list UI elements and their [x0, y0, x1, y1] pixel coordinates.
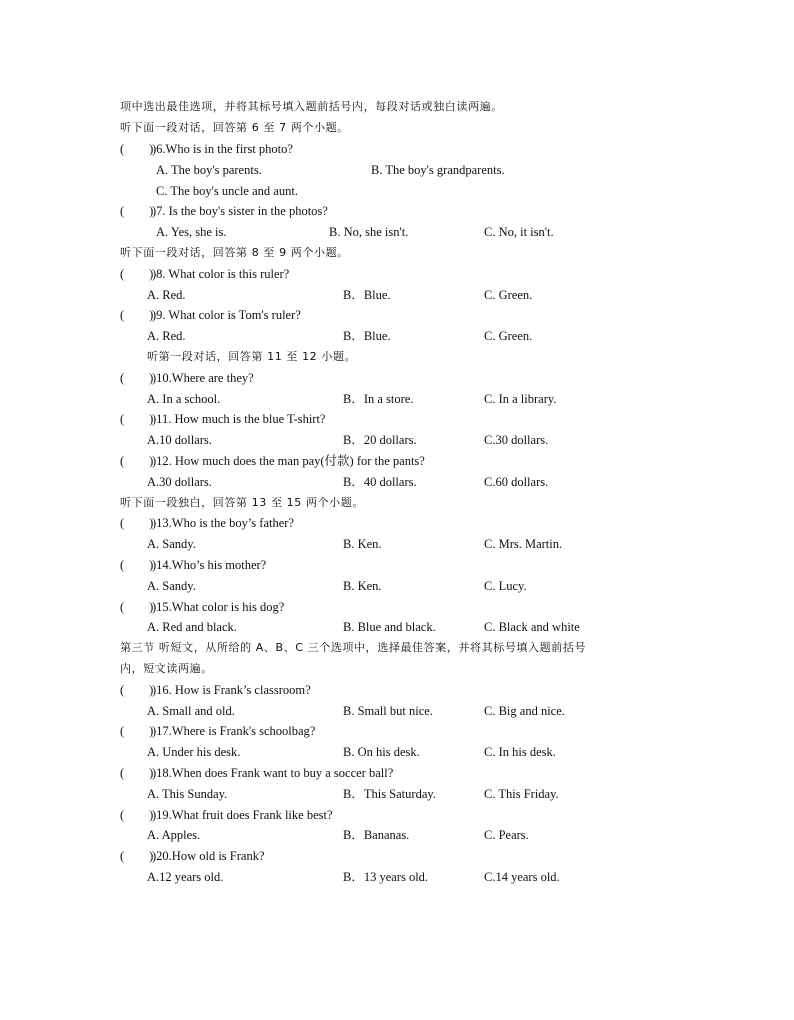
section3-heading-text: 第三节 听短文，从所给的 A、B、C 三个选项中，选择最佳答案，并将其标号填入题前括号 — [120, 641, 587, 654]
option-a: A. Red. — [147, 288, 186, 302]
section-heading-8-9 — [0, 243, 794, 263]
option-b: B．40 dollars. — [343, 475, 417, 489]
answer-bracket[interactable]: ( ) — [120, 849, 154, 863]
question-12-options — [0, 472, 794, 492]
answer-bracket[interactable]: ( ) — [120, 558, 154, 572]
question-stem: )6.Who is in the first photo? — [152, 142, 293, 156]
question-15-options — [0, 617, 794, 637]
option-b: B. On his desk. — [343, 745, 420, 759]
question-stem: )18.When does Frank want to buy a soccer ball? — [152, 766, 394, 780]
question-stem: )12. How much does the man pay(付款) for the pants? — [152, 454, 425, 468]
question-stem: )13.Who is the boy’s father? — [152, 516, 294, 530]
answer-bracket[interactable]: ( ) — [120, 724, 154, 738]
question-15 — [0, 597, 794, 617]
answer-bracket[interactable]: ( ) — [120, 142, 154, 156]
answer-bracket[interactable]: ( ) — [120, 600, 154, 614]
option-c: C. Pears. — [484, 828, 529, 842]
option-b: B. Ken. — [343, 579, 382, 593]
question-18-options — [0, 784, 794, 804]
option-a: A. Sandy. — [147, 537, 196, 551]
section-heading-13-15 — [0, 493, 794, 513]
option-c: C.30 dollars. — [484, 433, 549, 447]
option-c: C. Big and nice. — [484, 704, 565, 718]
answer-bracket[interactable]: ( ) — [120, 454, 154, 468]
question-stem: )19.What fruit does Frank like best? — [152, 808, 333, 822]
option-b: B. No, she isn't. — [329, 225, 409, 239]
question-10-options — [0, 389, 794, 409]
question-11-options — [0, 430, 794, 450]
option-b: B．Blue. — [343, 288, 391, 302]
option-c: C. Black and white — [484, 620, 580, 634]
option-c: C. Lucy. — [484, 579, 527, 593]
option-a: A. Apples. — [147, 828, 201, 842]
question-stem: )7. Is the boy's sister in the photos? — [152, 204, 328, 218]
option-c: C. This Friday. — [484, 787, 559, 801]
question-17-options — [0, 742, 794, 762]
option-b: B．13 years old. — [343, 870, 429, 884]
answer-bracket[interactable]: ( ) — [120, 308, 154, 322]
option-b: B. Ken. — [343, 537, 382, 551]
option-a: A. Sandy. — [147, 579, 196, 593]
question-stem: )17.Where is Frank's schoolbag? — [152, 724, 316, 738]
answer-bracket[interactable]: ( ) — [120, 371, 154, 385]
answer-bracket[interactable]: ( ) — [120, 412, 154, 426]
answer-bracket[interactable]: ( ) — [120, 204, 154, 218]
option-a: A.12 years old. — [147, 870, 224, 884]
question-11 — [0, 409, 794, 429]
question-6-options-row1 — [0, 160, 794, 180]
answer-bracket[interactable]: ( ) — [120, 766, 154, 780]
option-a: A. The boy's parents. — [156, 163, 262, 177]
section-heading-6-7 — [0, 118, 794, 138]
question-16 — [0, 680, 794, 700]
section3-heading-line2 — [0, 659, 794, 679]
question-16-options — [0, 701, 794, 721]
question-stem: )11. How much is the blue T-shirt? — [152, 412, 326, 426]
option-c: C.60 dollars. — [484, 475, 549, 489]
instruction-line — [0, 97, 794, 117]
question-7-options — [0, 222, 794, 242]
question-stem: )14.Who’s his mother? — [152, 558, 267, 572]
option-b: B. Small but nice. — [343, 704, 433, 718]
option-c: C. Mrs. Martin. — [484, 537, 563, 551]
option-b: B．Blue. — [343, 329, 391, 343]
question-19 — [0, 805, 794, 825]
option-c: C. In his desk. — [484, 745, 556, 759]
instruction-text: 项中选出最佳选项，并将其标号填入题前括号内，每段对话或独白读两遍。 — [120, 100, 503, 113]
question-6-options-row2 — [0, 181, 794, 201]
answer-bracket[interactable]: ( ) — [120, 267, 154, 281]
answer-bracket[interactable]: ( ) — [120, 683, 154, 697]
answer-bracket[interactable]: ( ) — [120, 516, 154, 530]
question-14 — [0, 555, 794, 575]
question-19-options — [0, 825, 794, 845]
option-a: A. This Sunday. — [147, 787, 228, 801]
question-10 — [0, 368, 794, 388]
question-6 — [0, 139, 794, 159]
option-b: B．In a store. — [343, 392, 414, 406]
question-stem: )9. What color is Tom's ruler? — [152, 308, 301, 322]
option-c: C. In a library. — [484, 392, 557, 406]
question-stem: )20.How old is Frank? — [152, 849, 265, 863]
option-a: A.10 dollars. — [147, 433, 212, 447]
question-13 — [0, 513, 794, 533]
option-b: B．This Saturday. — [343, 787, 436, 801]
option-c: C. Green. — [484, 288, 533, 302]
question-20 — [0, 846, 794, 866]
question-12 — [0, 451, 794, 471]
question-14-options — [0, 576, 794, 596]
option-a: A. Red and black. — [147, 620, 237, 634]
option-b: B. Blue and black. — [343, 620, 436, 634]
option-a: A. Small and old. — [147, 704, 235, 718]
section-heading-11-12 — [0, 347, 794, 367]
option-c: C. The boy's uncle and aunt. — [156, 184, 298, 198]
option-b: B．Bananas. — [343, 828, 410, 842]
option-c: C. Green. — [484, 329, 533, 343]
question-stem: )10.Where are they? — [152, 371, 254, 385]
option-a: A. Under his desk. — [147, 745, 241, 759]
section-heading-text: 听第一段对话，回答第 11 至 12 小题。 — [147, 350, 357, 363]
question-18 — [0, 763, 794, 783]
question-9-options — [0, 326, 794, 346]
option-a: A. Yes, she is. — [156, 225, 227, 239]
option-a: A.30 dollars. — [147, 475, 212, 489]
question-8-options — [0, 285, 794, 305]
section-heading-text: 听下面一段对话，回答第 6 至 7 两个小题。 — [120, 121, 349, 134]
section-heading-text: 听下面一段独白，回答第 13 至 15 两个小题。 — [120, 496, 364, 509]
option-b: B. The boy's grandparents. — [371, 163, 505, 177]
question-20-options — [0, 867, 794, 887]
option-a: A. In a school. — [147, 392, 221, 406]
option-c: C.14 years old. — [484, 870, 560, 884]
question-9 — [0, 305, 794, 325]
answer-bracket[interactable]: ( ) — [120, 808, 154, 822]
section-heading-text: 听下面一段对话，回答第 8 至 9 两个小题。 — [120, 246, 349, 259]
option-c: C. No, it isn't. — [484, 225, 554, 239]
question-stem: )15.What color is his dog? — [152, 600, 285, 614]
option-a: A. Red. — [147, 329, 186, 343]
section3-heading-text: 内，短文读两遍。 — [120, 662, 213, 675]
question-stem: )8. What color is this ruler? — [152, 267, 290, 281]
question-8 — [0, 264, 794, 284]
question-17 — [0, 721, 794, 741]
section3-heading-line1 — [0, 638, 794, 658]
question-7 — [0, 201, 794, 221]
option-b: B．20 dollars. — [343, 433, 417, 447]
question-13-options — [0, 534, 794, 554]
question-stem: )16. How is Frank’s classroom? — [152, 683, 311, 697]
